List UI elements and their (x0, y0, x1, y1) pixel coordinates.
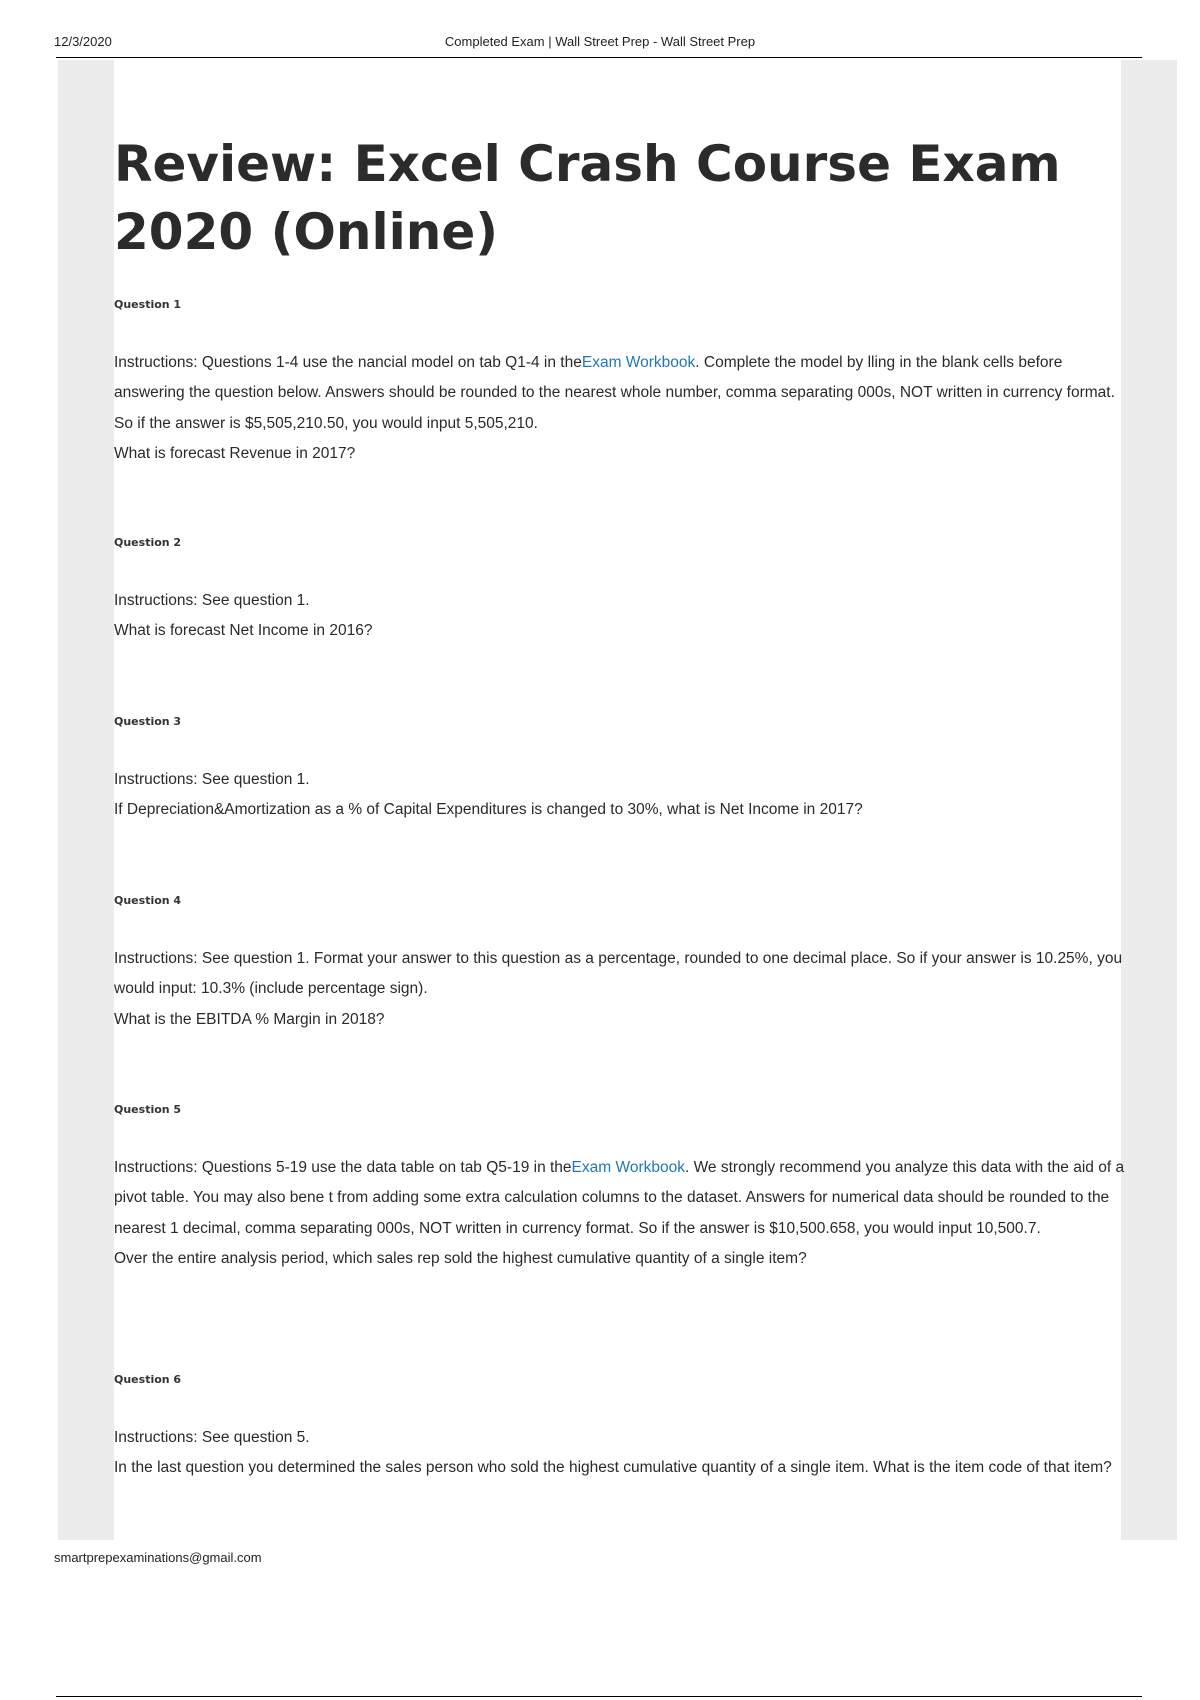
header-rule (56, 57, 1142, 58)
question-instructions: Instructions: See question 1. (114, 771, 310, 788)
question-text (114, 1423, 1134, 1484)
exam-workbook-link[interactable]: Exam Workbook (581, 354, 696, 371)
question-instructions: Instructions: See question 1. (114, 592, 310, 609)
print-page-title: Completed Exam | Wall Street Prep - Wall Street Prep (444, 34, 756, 49)
question-text (114, 944, 1134, 1035)
question-label: Question 5 (114, 1103, 182, 1116)
question-instructions (114, 348, 1134, 439)
left-margin-panel (58, 60, 114, 1540)
instructions-text: Instructions: Questions 5-19 use the data table on tab Q5-19 in the (114, 1159, 572, 1176)
question-prompt: In the last question you determined the sales person who sold the highest cumulative quantity of a single item. What is the item code of that item? (114, 1459, 1112, 1477)
question-text (114, 765, 1134, 826)
instructions-text: Instructions: Questions 1-4 use the nancial model on tab Q1-4 in the (114, 354, 582, 371)
question-label: Question 1 (114, 298, 182, 311)
question-prompt: What is forecast Revenue in 2017? (114, 444, 356, 462)
question-prompt: Over the entire analysis period, which sales rep sold the highest cumulative quantity of a single item? (114, 1249, 807, 1267)
question-text (114, 1153, 1134, 1274)
print-date: 12/3/2020 (54, 34, 112, 49)
question-label: Question 2 (114, 536, 182, 549)
footer-rule (56, 1696, 1142, 1697)
question-instructions (114, 1153, 1134, 1244)
question-prompt: If Depreciation&Amortization as a % of Capital Expenditures is changed to 30%, what is Net Income in 2017? (114, 801, 863, 819)
exam-workbook-link[interactable]: Exam Workbook (571, 1159, 685, 1176)
instructions-text-cont: . We strongly recommend you analyze this data with the aid of a pivot table. You may also bene t from adding some extra calculation columns to the dataset. Answers for numerical data should be rounded to the nearest 1 decimal, comma separating 000s, NOT written in currency format. So if the answer is $10,500.658, you would input 10,500.7. (114, 1159, 1125, 1237)
exam-review-content (114, 60, 1125, 1540)
question-text (114, 348, 1134, 469)
instructions-text-cont: . Complete the model by lling in the blank cells before answering the question below. Answers should be rounded to the nearest whole number, comma separating 000s, NOT written in currency format. So if the answer is $5,505,210.50, you would input 5,505,210. (114, 354, 1115, 432)
question-prompt: What is forecast Net Income in 2016? (114, 622, 373, 640)
question-instructions: Instructions: See question 1. Format your answer to this question as a percentage, rounded to one decimal place. So if your answer is 10.25%, you would input: 10.3% (include percentage sign). (114, 950, 1123, 998)
question-label: Question 3 (114, 715, 182, 728)
footer-email: smartprepexaminations@gmail.com (54, 1550, 262, 1565)
page-title: Review: Excel Crash Course Exam 2020 (Online) (114, 135, 1061, 261)
question-prompt: What is the EBITDA % Margin in 2018? (114, 1010, 385, 1028)
question-label: Question 6 (114, 1373, 182, 1386)
question-label: Question 4 (114, 894, 182, 907)
question-text (114, 586, 1134, 647)
question-instructions: Instructions: See question 5. (114, 1429, 310, 1446)
